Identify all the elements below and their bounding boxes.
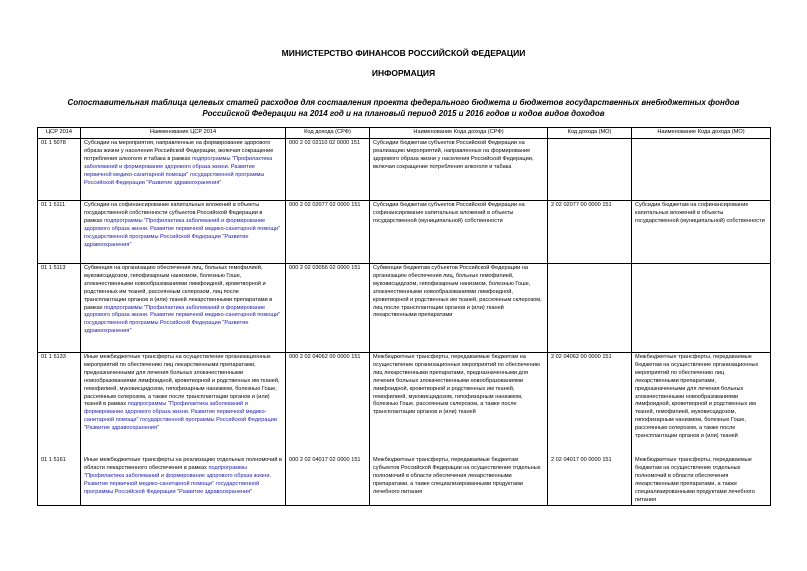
income-name-srf-group (370, 353, 548, 506)
income-name-mo: Субсидии бюджетам на софинансирование капитальных вложений в объекты государственной (муниципальной) собственности (632, 201, 771, 264)
income-code-mo-group (548, 353, 632, 506)
document-type: ИНФОРМАЦИЯ (371, 68, 436, 78)
csr-name (81, 201, 286, 264)
income-name-srf: Межбюджетные трансферты, передаваемые бюджетам на осуществление организационных мероприятий по обеспечению лиц лекарственными препаратами, предназначенными для лечения больных злокачественными новообразованиями лимфоидной, кроветворной и родственных им тканей, гемофилией, муковисцидозом, гипофизарным нанизмом, болезнью Гоше, рассеянным склерозом, а также после трансплантации органов и (или) тканей (373, 354, 541, 416)
income-code-mo: 2 02 02077 00 0000 151 (548, 201, 632, 264)
income-code-srf: 000 2 02 03056 02 0000 151 (286, 264, 370, 353)
csr-name-group (81, 353, 286, 506)
subprogram-link: подпрограммы "Профилактика заболеваний и формирование здорового образа жизни. Развитие первичной медико-санитарной помощи" государственной программы Российской Федерации "Развитие здравоохранения" (84, 464, 272, 495)
column-header-code-mo: Код дохода (МО) (548, 128, 632, 139)
income-code-mo: 2 02 04062 00 0000 151 (551, 354, 612, 360)
subprogram-link: подпрограммы "Профилактика заболеваний и формирование здорового образа жизни. Развитие первичной медико-санитарной помощи" государственной программы Российской Федерации "Развитие здравоохранения" (84, 401, 277, 432)
table-header-row (38, 128, 771, 139)
csr-code: 01 1 5161 (41, 457, 66, 463)
income-code-srf: 000 2 02 02077 02 0000 151 (286, 201, 370, 264)
column-header-code-srf: Код дохода (СРФ) (286, 128, 370, 139)
income-code-mo: 2 02 04017 00 0000 151 (551, 457, 612, 463)
subprogram-link: подпрограммы "Профилактика заболеваний и формирование здорового образа жизни. Развитие первичной медико-санитарной помощи" государственной программы Российской Федерации "Развитие здравоохранения" (84, 304, 281, 335)
income-name-mo: Межбюджетные трансферты, передаваемые бюджетам на осуществление отдельных полномочий в области обеспечения лекарственными препаратами, а также специализированными продуктами лечебного питания (635, 457, 755, 503)
comparison-table (37, 127, 771, 506)
income-name-srf: Межбюджетные трансферты, передаваемые бюджетам субъектов Российской Федерации на осуществление отдельных полномочий в области обеспечения лекарственными препаратами, а также специализированными продуктами лечебного питания (373, 457, 541, 495)
income-name-mo: Межбюджетные трансферты, передаваемые бюджетам на осуществление организационных мероприятий по обеспечению лиц лекарственными препаратами, предназначенными для лечения больных злокачественными новообразованиями лимфоидной, кроветворной и родственных им тканей, гемофилией, муковисцидозом, гипофизарным нанизмом, болезнью Гоше, рассеянным склерозом, а также после трансплантации органов и (или) тканей (635, 354, 759, 440)
csr-name-text: Иные межбюджетные трансферты на реализацию отдельных полномочий в области лекарственного обеспечения в рамках (84, 457, 282, 471)
csr-name-text: Субсидии на софинансирование капитальных вложений в объекты государственной собственности субъектов Российской Федерации в рамках (84, 202, 263, 224)
income-code-mo (548, 264, 632, 353)
csr-name (81, 139, 286, 201)
income-code-srf: 000 2 02 02110 02 0000 151 (286, 139, 370, 201)
csr-name-text: Субсидии на мероприятия, направленные на формирование здорового образа жизни у населения Российской Федерации, включая сокращение потребления алкоголя и табака в рамках (84, 140, 274, 162)
csr-name (84, 457, 282, 497)
column-header-name-srf: Наименование Кода дохода (СРФ) (370, 128, 548, 139)
income-code-srf: 000 2 02 04017 02 0000 151 (289, 457, 361, 463)
csr-name-text: Иные межбюджетные трансферты на осуществление организационных мероприятий по обеспечению лиц лекарственными препаратами, предназначенными для лечения больных злокачественными новообразованиями лимфоидной, кроветворной и родственных им тканей, гемофилией, муковисцидозом, гипофизарным нанизмом, болезнью Гоше, рассеянным склерозом, а также после трансплантации органов и (или) тканей в рамках (84, 354, 280, 408)
income-name-mo (632, 139, 771, 201)
table-row (38, 139, 771, 201)
table-subtitle (40, 97, 767, 119)
csr-code: 01 1 5113 (38, 264, 81, 353)
csr-code: 01 1 5133 (41, 354, 66, 360)
income-name-srf: Субвенции бюджетам субъектов Российской Федерации на организацию обеспечения лиц, больных гемофилией, муковисцидозом, гипофизарным нанизмом, болезнью Гоше, злокачественными новообразованиями лимфоидной, кроветворной и родственных им тканей, рассеянным склерозом, лиц после трансплантации органов и (или) тканей лекарственными препаратами (370, 264, 548, 353)
income-code-srf: 000 2 02 04062 00 0000 151 (289, 354, 361, 360)
csr-name (81, 264, 286, 353)
column-header-name-mo: Наименование Кода дохода (МО) (632, 128, 771, 139)
csr-name-text: Субвенция на организацию обеспечения лиц, больных гемофилией, муковисцидозом, гипофизарным нанизмом, болезнью Гоше, злокачественными новообразованиями лимфоидной, кроветворной и родственных им тканей, рассеянным склерозом, лиц после трансплантации органов и (или) тканей лекарственными препаратами в рамках (84, 265, 273, 311)
income-name-srf: Субсидии бюджетам субъектов Российской Федерации на софинансирование капитальных вложений в объекты государственной (муниципальной) собственности (370, 201, 548, 264)
column-header-csr: ЦСР 2014 (38, 128, 81, 139)
subprogram-link: подпрограммы "Профилактика заболеваний и формирование здорового образа жизни. Развитие первичной медико-санитарной помощи" государственной программы Российской Федерации "Развитие здравоохранения" (84, 217, 281, 248)
subtitle-line-1: Сопоставительная таблица целевых статей расходов для составления проекта федерального бюджета и бюджетов государственных внебюджетных фондов (67, 98, 740, 107)
income-name-mo (632, 264, 771, 353)
subtitle-line-2: Российской Федерации на 2014 год и на плановый период 2015 и 2016 годов и кодов видов доходов (202, 109, 605, 118)
column-header-csr-name: Наименование ЦСР 2014 (81, 128, 286, 139)
ministry-title: МИНИСТЕРСТВО ФИНАНСОВ РОССИЙСКОЙ ФЕДЕРАЦИИ (281, 48, 526, 58)
csr-name (84, 354, 282, 457)
income-code-srf-group (286, 353, 370, 506)
table-row (38, 264, 771, 353)
table-row (38, 201, 771, 264)
income-name-srf: Субсидии бюджетам субъектов Российской Федерации на реализацию мероприятий, направленных на формирование здорового образа жизни у населения Российской Федерации, включая сокращение потребления алкоголя и табака (370, 139, 548, 201)
table-row (38, 353, 771, 506)
income-name-mo-group (632, 353, 771, 506)
csr-code: 01 1 5078 (38, 139, 81, 201)
csr-code: 01 1 5111 (38, 201, 81, 264)
income-code-mo (548, 139, 632, 201)
csr-code-group (38, 353, 81, 506)
subprogram-link: подпрограммы "Профилактика заболеваний и формирование здорового образа жизни. Развитие первичной медико-санитарной помощи" государственной программы Российской Федерации "Развитие здравоохранения" (84, 155, 273, 186)
